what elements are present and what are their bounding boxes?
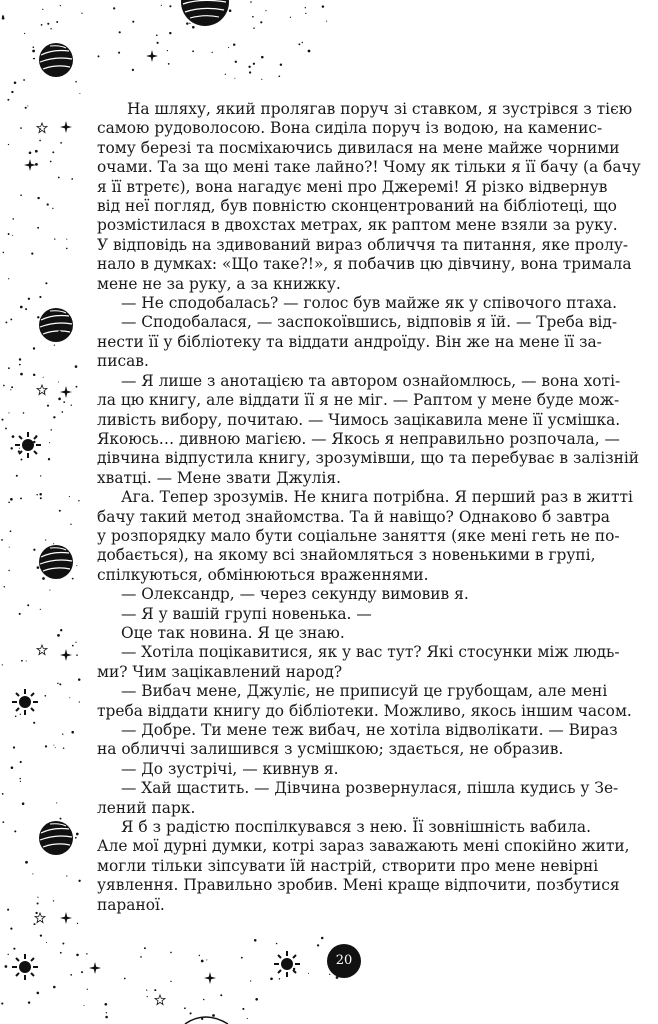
text-line: могли тільки зіпсувати їй настрій, створити про мене невірні [97,856,599,875]
planet-icon [39,821,73,855]
text-line: ми? Чим зацікавлений народ? [97,662,343,681]
sun-icon [274,951,300,977]
text-line: треба віддати книгу до бібліотеки. Можливо, якось іншим часом. [97,701,632,720]
text-line: очами. Та за що мені таке лайно?! Чому як тільки я її бачу (а бачу [97,158,641,177]
text-line: розмістилася в двохстах метрах, як раптом мене взяли за руку. [97,216,618,235]
text-line: Якоюсь… дивною магією. — Якось я неправильно розпочала, — [97,429,620,448]
sun-icon [12,954,38,980]
text-line: Оце так новина. Я це знаю. [121,623,345,642]
planet-icon [39,545,73,579]
text-line: хватці. — Мене звати Джулія. [97,468,341,487]
text-line: бачу такий метод знайомства. Та й навіщо? Однаково б завтра [97,507,610,526]
text-line: У відповідь на здивований вираз обличчя та питання, яке пролу- [97,235,629,254]
paragraph [97,585,591,604]
sparkle-icon [204,972,216,984]
text-line: добається), на якому всі знайомляться з новенькими в групі, [97,546,596,565]
text-line: — Сподобалася, — заспокоївшись, відповів я їй. — Треба від- [121,313,618,332]
sparkle-icon [60,386,72,398]
text-line: Я б з радістю поспілкувався з нею. Її зовнішність вабила. [121,818,591,837]
text-line: Ага. Тепер зрозумів. Не книга потрібна. Я перший раз в житті [121,488,633,507]
text-line: — Не сподобалась? — голос був майже як у співочого птаха. [121,294,617,313]
text-line: тому березі та посміхаючись дивилася на мене майже чорними [97,138,620,157]
planet-icon [181,0,229,26]
paragraph [97,682,632,721]
text-line: мене не за руку, а за книжку. [97,274,341,293]
page-body-text [97,100,641,915]
paragraph [97,760,591,779]
text-line: дівчина відпустила книгу, зрозумівши, що та перебуває в залізній [97,449,640,468]
text-line: від неї погляд, був повністю сконцентрований на бібліотеці, що [97,197,617,216]
text-line: я її втретє), вона нагадує мені про Джеремі! Я різко відвернув [97,177,608,196]
star-outline-icon [37,385,47,395]
text-line: ла цю книгу, але віддати її я не міг. — Раптом у мене буде мож- [97,391,620,410]
star-outline-icon [37,645,47,655]
sparkle-icon [60,121,72,133]
paragraph [97,313,618,371]
text-line: параної. [97,895,165,914]
planet-icon [185,1017,228,1024]
paragraph [97,818,630,915]
paragraph [97,721,618,760]
text-line: у розпорядку мало бути соціальне заняття (яке мені геть не по- [97,526,620,545]
planet-icon [39,43,73,77]
sparkle-icon [89,962,101,974]
text-line: самою рудоволосою. Вона сиділа поруч із водою, на каменис- [97,119,603,138]
sparkle-icon [24,159,36,171]
text-line: — Добре. Ти мене теж вибач, не хотіла відволікати. — Вираз [121,721,618,739]
text-line: нало в думках: «Що таке?!», я побачив цю дівчину, вона тримала [97,255,632,274]
text-line: — Я лише з анотацією та автором ознайомлюсь, — вона хоті- [121,371,621,390]
page-number-badge: 20 [327,944,361,978]
text-line: уявлення. Правильно зробив. Мені краще відпочити, позбутися [97,876,620,895]
text-line: — Хотіла поцікавитися, як у вас тут? Які стосунки між людь- [121,643,620,662]
star-outline-icon [155,995,165,1005]
paragraph [97,624,591,643]
paragraph [97,100,641,294]
text-line: ливість вибору, почитаю. — Чимось зацікавила мене її усмішка. [97,410,621,429]
star-outline-icon [35,913,45,923]
paragraph [97,779,619,818]
text-line: спілкуються, обмінюються враженнями. [97,565,429,584]
text-line: лений парк. [97,798,196,817]
text-line: — Хай щастить. — Дівчина розвернулася, пішла кудись у Зе- [121,779,619,798]
text-line: — Вибач мене, Джуліє, не приписуй це грубощам, але мені [121,682,608,701]
text-line: Але мої дурні думки, котрі зараз заважають мені спокійно жити, [97,837,630,856]
text-line: нести її у бібліотеку та віддати андроїду. Він же на мене її за- [97,332,602,351]
sparkle-icon [60,649,72,661]
paragraph [97,371,640,488]
paragraph [97,643,620,682]
text-line: писав. [97,352,149,371]
text-line: — Олександр, — через секунду вимовив я. [121,585,469,604]
paragraph [97,605,591,624]
sparkle-icon [146,50,158,62]
text-line: На шляху, який пролягав поруч зі ставком, я зустрівся з тією [127,100,633,118]
paragraph [97,488,633,585]
paragraph [97,294,617,313]
text-line: — До зустрічі, — кивнув я. [121,759,339,778]
text-line: — Я у вашій групі новенька. — [121,604,372,623]
sparkle-icon [60,912,72,924]
text-line: на обличчі залишився з усмішкою; здається, не образив. [97,740,564,759]
sun-icon [12,689,38,715]
planet-icon [39,308,73,342]
star-outline-icon [37,123,47,133]
